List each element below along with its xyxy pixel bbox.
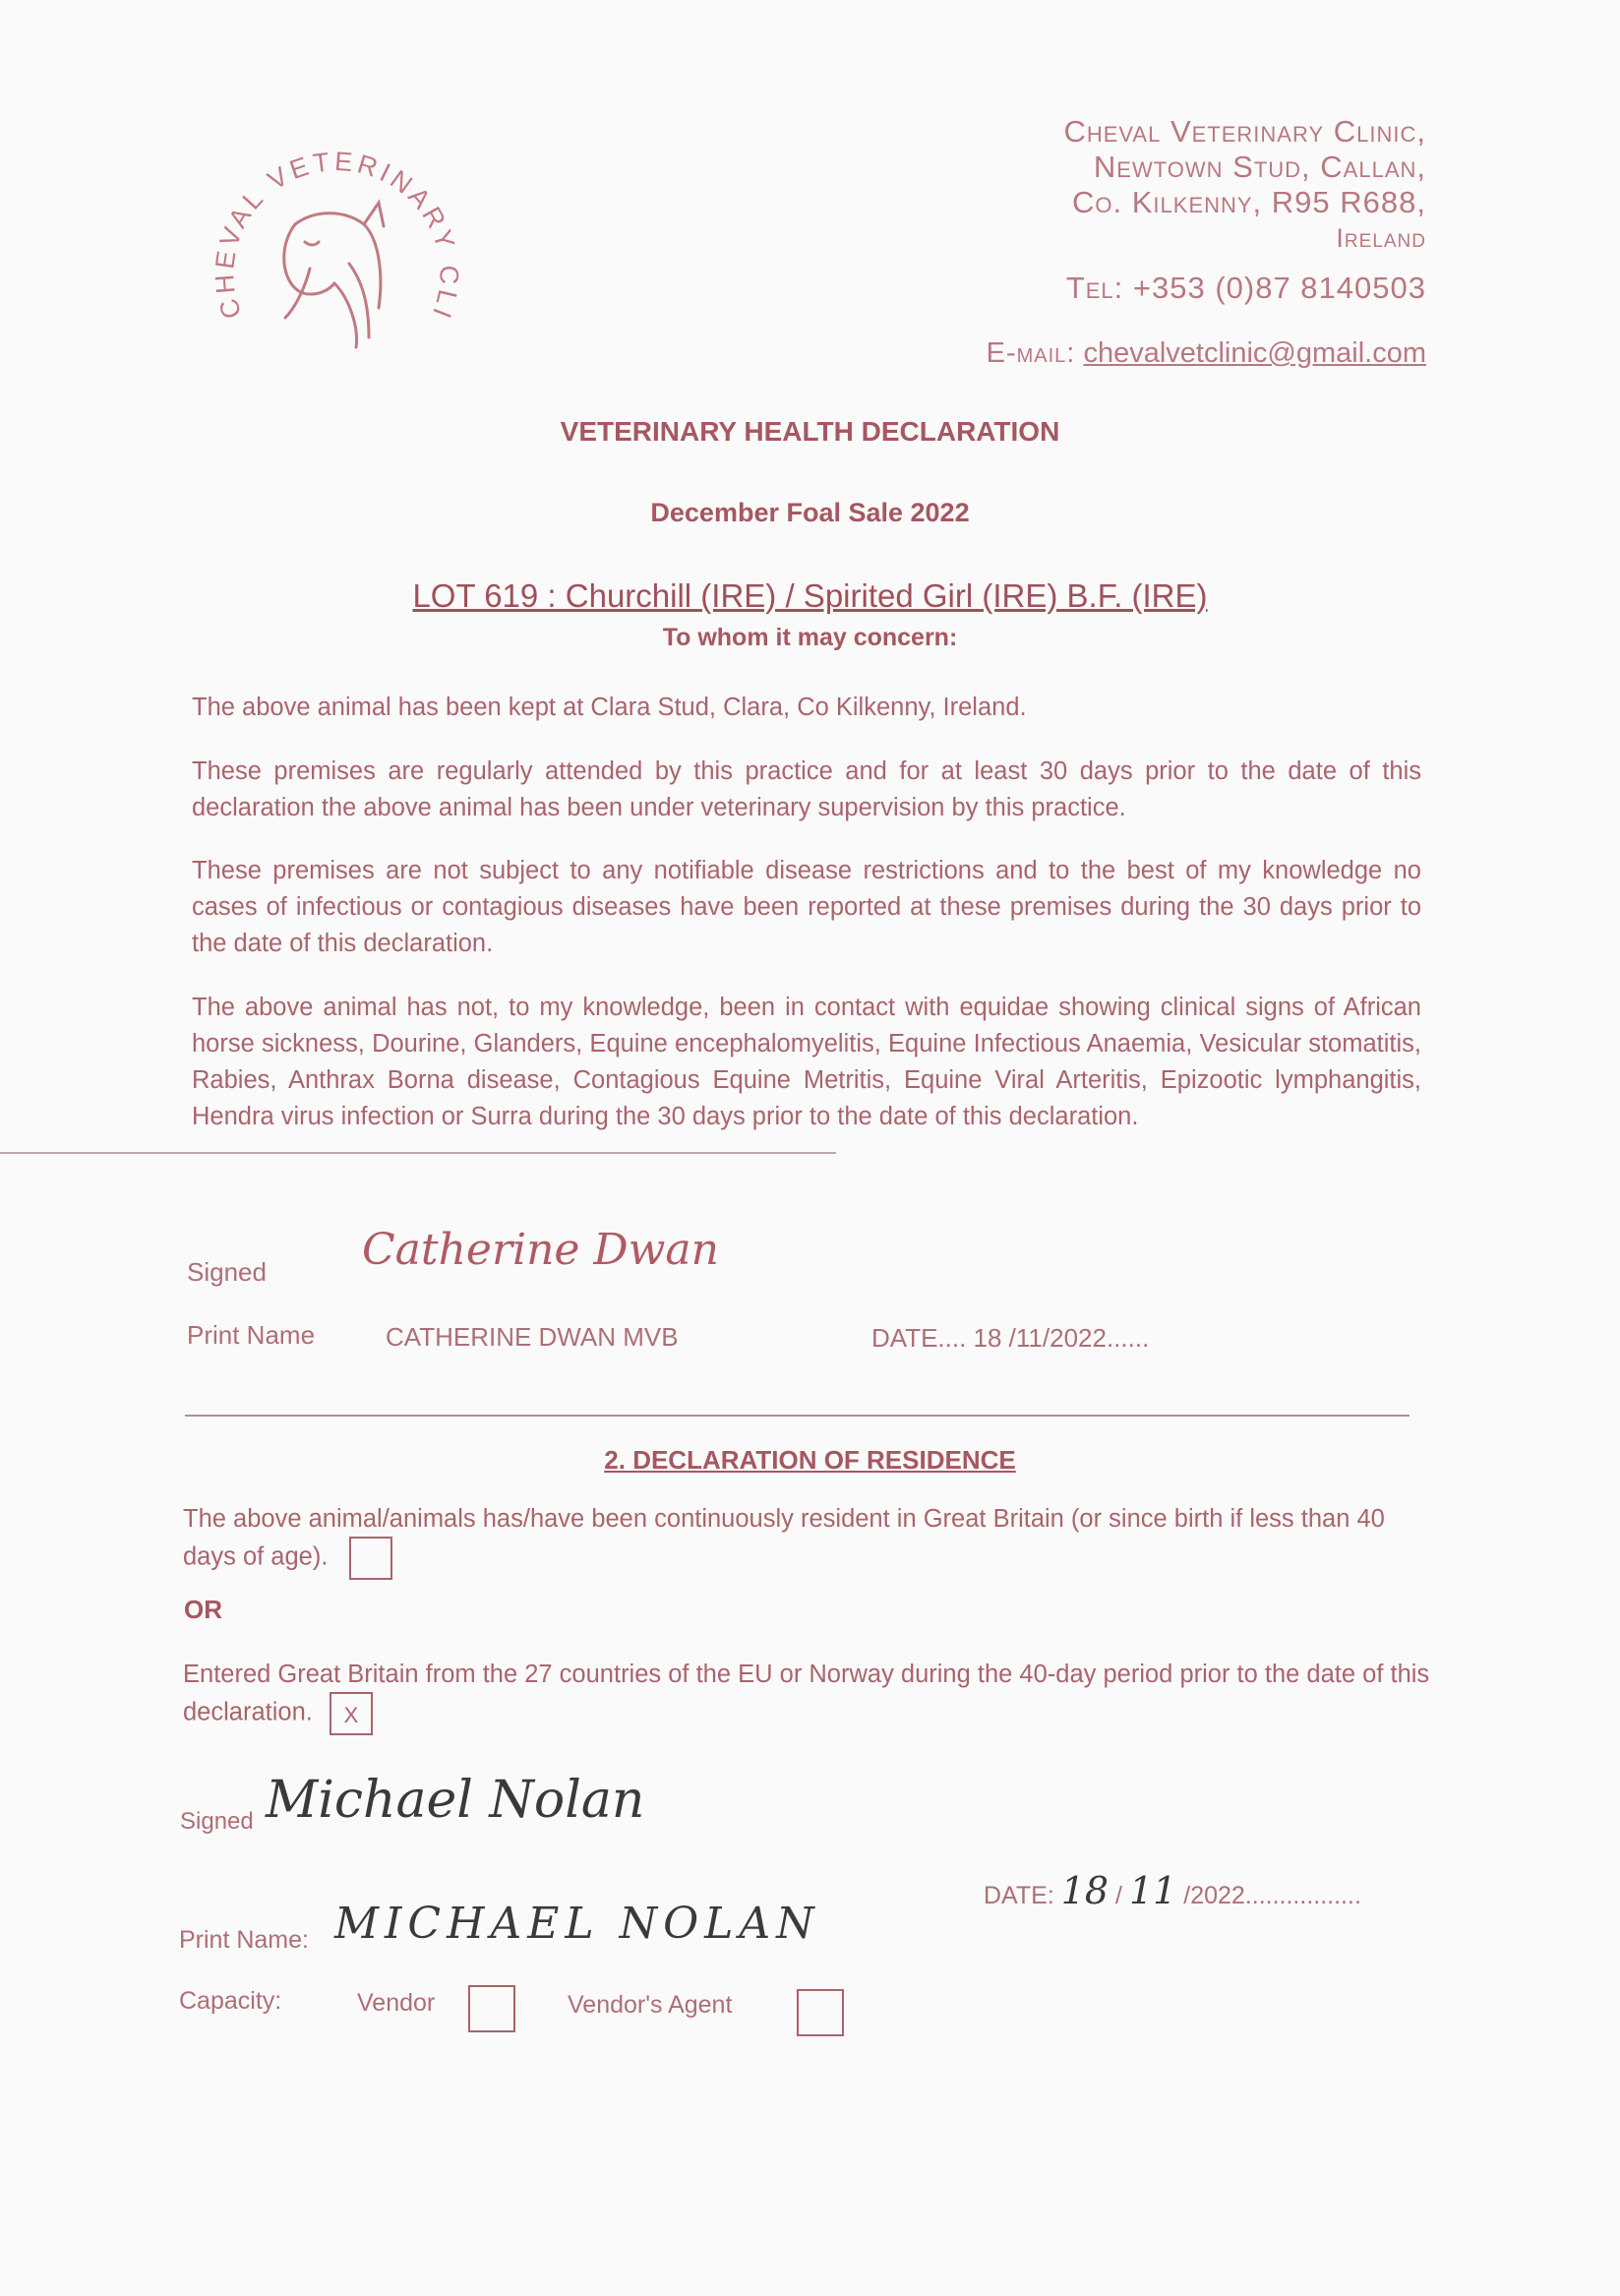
email-label: E-mail:	[986, 337, 1076, 369]
vet-date: DATE.... 18 /11/2022......	[871, 1323, 1150, 1353]
paragraph-supervision: These premises are regularly attended by this practice and for at least 30 days prior to the date of this declaration the above animal has been under veterinary supervision by this practice.	[192, 757, 1421, 821]
clinic-logo	[187, 116, 472, 401]
lot-line: LOT 619 : Churchill (IRE) / Spirited Girl (IRE) B.F. (IRE)	[412, 577, 1208, 614]
horse-head-icon	[284, 203, 384, 347]
address-line: Co. Kilkenny, R95 R688,	[1072, 185, 1426, 219]
date-year: /2022.................	[1183, 1882, 1361, 1909]
or-separator: OR	[184, 1595, 222, 1624]
vet-signature: Catherine Dwan	[362, 1225, 719, 1275]
fold-line	[0, 1152, 836, 1154]
signed-label: Signed	[180, 1808, 254, 1835]
section-divider	[185, 1415, 1410, 1417]
vendor-agent-checkbox[interactable]	[797, 1989, 844, 2036]
date-label: DATE:	[984, 1882, 1054, 1909]
vendor-date: DATE: 18 / 11 /2022.................	[984, 1869, 1361, 1912]
continuous-resident-checkbox[interactable]	[349, 1537, 392, 1580]
paragraph-contact: The above animal has not, to my knowledge, been in contact with equidae showing clinical signs of African horse sickness, Dourine, Glanders, Equine encephalomyelitis, Equine Infectious Anaemia, Vesicular stomatitis, Rabies, Anthrax Borna disease, Contagious Equine Metritis, Equine Viral Arteritis, Epizootic lymphangitis, Hendra virus infection or Surra during the 30 days prior to the date of this declaration.	[192, 994, 1421, 1130]
option-text: The above animal/animals has/have been continuously resident in Great Britain (or since birth if less than 40 days of age).	[183, 1505, 1385, 1571]
address-line: Ireland	[1336, 223, 1426, 253]
residence-option-entered	[183, 1657, 1432, 1735]
vendor-label: Vendor	[357, 1989, 436, 2017]
residence-option-continuous	[183, 1501, 1432, 1580]
date-month: 11	[1128, 1869, 1177, 1912]
print-name-label: Print Name	[187, 1320, 316, 1350]
residence-heading: 2. DECLARATION OF RESIDENCE	[604, 1445, 1016, 1475]
date-day: 18	[1060, 1869, 1110, 1912]
clinic-address	[1063, 114, 1426, 256]
vendor-print-name: MICHAEL NOLAN	[334, 1899, 820, 1949]
address-line: Cheval Veterinary Clinic,	[1063, 114, 1426, 149]
vendor-signature: Michael Nolan	[266, 1771, 645, 1830]
document-title: VETERINARY HEALTH DECLARATION	[560, 416, 1060, 447]
vendor-agent-label: Vendor's Agent	[568, 1991, 733, 2019]
option-text: Entered Great Britain from the 27 countries of the EU or Norway during the 40-day period prior to the date of this declaration.	[183, 1661, 1430, 1726]
address-line: Newtown Stud, Callan,	[1093, 150, 1426, 184]
paragraph-restrictions: These premises are not subject to any notifiable disease restrictions and to the best of my knowledge no cases of infectious or contagious diseases have been reported at these premises during the 30 days prior to the date of this declaration.	[192, 857, 1421, 957]
vet-print-name: CATHERINE DWAN MVB	[386, 1322, 679, 1352]
clinic-telephone: Tel: +353 (0)87 8140503	[1065, 271, 1426, 305]
svg-text:CHEVAL VETERINARY CLINIC	[187, 116, 464, 326]
clinic-email	[987, 337, 1426, 370]
email-link[interactable]: chevalvetclinic@gmail.com	[1083, 337, 1426, 369]
signed-label: Signed	[187, 1257, 267, 1287]
vendor-checkbox[interactable]	[468, 1985, 515, 2032]
entered-gb-checkbox[interactable]: X	[330, 1692, 373, 1735]
logo-ring-text: CHEVAL VETERINARY CLI	[209, 146, 464, 326]
print-name-label: Print Name:	[179, 1926, 309, 1954]
capacity-label: Capacity:	[179, 1987, 282, 2015]
paragraph-premises: The above animal has been kept at Clara Stud, Clara, Co Kilkenny, Ireland.	[192, 694, 1027, 721]
sale-name: December Foal Sale 2022	[650, 498, 970, 527]
salutation: To whom it may concern:	[662, 624, 958, 651]
